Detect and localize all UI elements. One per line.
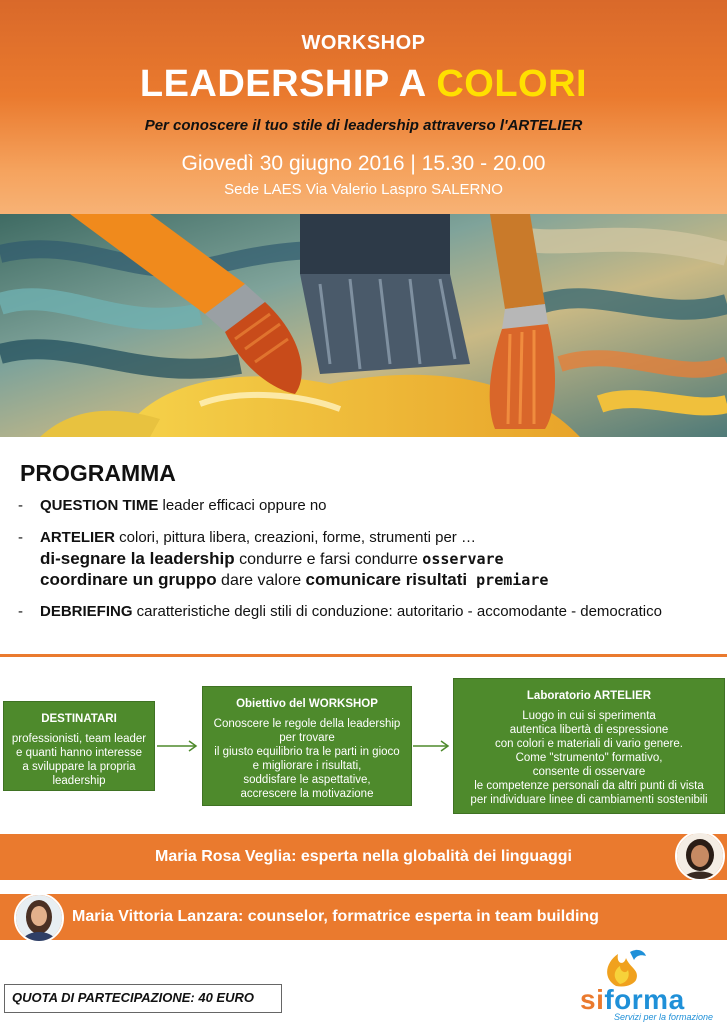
phrase-premiare: premiare xyxy=(467,571,549,589)
flame-icon xyxy=(596,944,652,988)
quota-box xyxy=(4,984,282,1013)
phrase-dare-valore: dare valore xyxy=(216,572,306,589)
box-line: con colori e materiali di vario genere. xyxy=(495,738,683,750)
box-line: leadership xyxy=(52,775,106,787)
box-line: consente di osservare xyxy=(532,766,646,778)
laboratorio-title: Laboratorio ARTELIER xyxy=(526,690,652,702)
header-banner xyxy=(0,0,727,214)
event-subtitle: Per conoscere il tuo stile di leadership attraverso l'ARTELIER xyxy=(144,117,583,134)
box-line: e quanti hanno interesse xyxy=(16,747,142,759)
box-line: il giusto equilibrio tra le parti in gioco xyxy=(214,746,400,758)
quota-text: QUOTA DI PARTECIPAZIONE: 40 EURO xyxy=(12,990,254,1005)
event-place: Sede LAES Via Valerio Laspro SALERNO xyxy=(224,181,503,198)
item-text: colori, pittura libera, creazioni, forme, strumenti per … xyxy=(115,529,476,546)
box-line: e migliorare i risultati, xyxy=(252,760,362,772)
arrow-right-icon xyxy=(413,738,451,754)
box-line: Come "strumento" formativo, xyxy=(515,752,663,764)
item-keyword: ARTELIER xyxy=(40,529,115,546)
speaker-banner-2 xyxy=(0,894,727,940)
item-text: leader efficaci oppure no xyxy=(158,497,327,514)
logo-forma: forma xyxy=(604,984,685,1015)
logo-si: si xyxy=(580,984,605,1015)
box-line: autentica libertà di espressione xyxy=(509,724,669,736)
box-line: soddisfare le aspettative, xyxy=(243,774,371,786)
destinatari-box xyxy=(3,701,155,791)
avatar xyxy=(675,831,725,881)
title-main: LEADERSHIP A xyxy=(139,63,437,105)
phrase-coordinare: coordinare un gruppo xyxy=(40,570,217,589)
box-line: accrescere la motivazione xyxy=(240,788,374,800)
phrase-osservare: osservare xyxy=(422,550,504,568)
phrase-condurre: condurre e farsi condurre xyxy=(234,551,423,568)
event-title xyxy=(0,63,727,106)
obiettivo-title: Obiettivo del WORKSHOP xyxy=(236,698,378,710)
item-keyword: DEBRIEFING xyxy=(40,603,133,620)
speaker-2-text: Maria Vittoria Lanzara: counselor, formatrice esperta in team building xyxy=(72,908,599,925)
event-date: Giovedì 30 giugno 2016 | 15.30 - 20.00 xyxy=(181,152,546,175)
programma-title: PROGRAMMA xyxy=(20,460,176,486)
logo-tagline: Servizi per la formazione xyxy=(614,1012,714,1022)
box-line: a sviluppare la propria xyxy=(22,761,136,773)
arrow-right-icon xyxy=(157,738,199,754)
destinatari-title: DESTINATARI xyxy=(41,713,117,725)
box-line: per individuare linee di cambiamenti sostenibili xyxy=(470,794,708,806)
phrase-comunicare: comunicare risultati xyxy=(305,570,468,589)
siforma-logo xyxy=(578,944,724,1024)
artelier-line-3 xyxy=(40,570,548,590)
avatar xyxy=(14,893,64,943)
phrase-disegnare: di-segnare la leadership xyxy=(40,549,235,568)
item-keyword: QUESTION TIME xyxy=(40,497,159,514)
workshop-label: WORKSHOP xyxy=(301,32,426,54)
artelier-line-2 xyxy=(40,549,504,569)
box-line: Luogo in cui si sperimenta xyxy=(522,710,656,722)
speaker-banner-1 xyxy=(0,834,727,880)
speaker-1-text: Maria Rosa Veglia: esperta nella globalità dei linguaggi xyxy=(155,848,572,865)
box-line: professionisti, team leader xyxy=(11,733,147,745)
laboratorio-box xyxy=(453,678,725,814)
item-text: caratteristiche degli stili di conduzione: autoritario - accomodante - democratico xyxy=(132,603,662,620)
box-line: le competenze personali da altri punti di vista xyxy=(474,780,704,792)
title-accent: COLORI xyxy=(436,63,588,105)
obiettivo-box xyxy=(202,686,412,806)
section-divider xyxy=(0,654,727,657)
paint-brushes-image xyxy=(0,214,727,437)
box-line: Conoscere le regole della leadership xyxy=(213,718,401,730)
box-line: per trovare xyxy=(279,732,335,744)
